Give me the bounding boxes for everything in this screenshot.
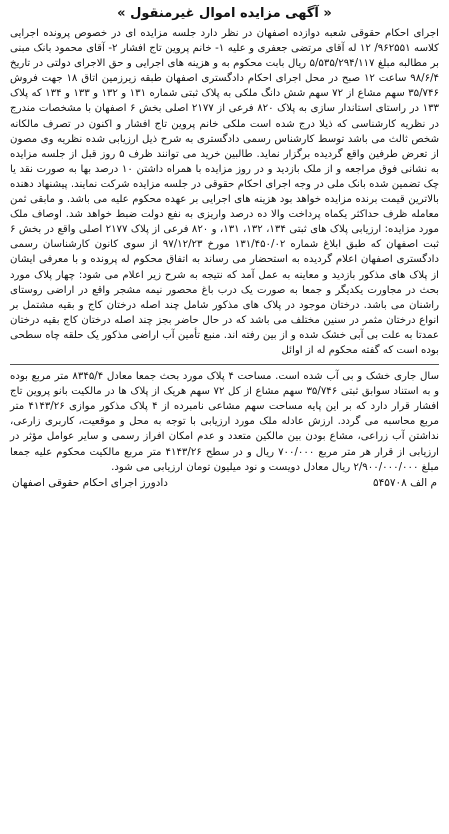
notice-signature: دادورز اجرای احکام حقوقی اصفهان	[12, 476, 168, 489]
notice-title: « آگهی مزایده اموال غیرمنقول »	[117, 6, 332, 21]
notice-reference-id: م الف ۵۴۵۷۰۸	[372, 476, 437, 489]
notice-paragraph-1: اجرای احکام حقوقی شعبه دوازده اصفهان در نظر دارد جلسه مزایده ای در خصوص پرونده اجرایی کلاسه ۹۶۲۵۵۱/ ۱۲ له آقای مرتضی جعفری و علیه ۱- خانم پروین تاج افشار ۲- آقای محمود بانک مبنی بر مطالبه مبلغ ۵/۵۳۵/۲۹۴/۱۱۷ ریال بابت محکوم به و هزینه های اجرایی و حق الاجرای دولتی در تاریخ ۹۸/۶/۴ ساعت ۱۲ صبح در محل اجرای احکام دادگستری اصفهان طبقه زیرزمین اتاق ۱۸ جهت فروش ۳۵/۷۴۶ سهم مشاع از ۷۲ سهم شش دانگ ملکی به پلاک ثبتی شماره ۱۳۱ و ۱۳۲ و ۱۳۳ و ۱۳۴ که پلاک ۱۳۳ در راستای استاندار سازی به پلاک ۸۲۰ فرعی از ۲۱۷۷ اصلی بخش ۶ اصفهان با مشخصات مندرج در نظریه کارشناسی که ذیلا درج شده است ملکی خانم پروین تاج افشار و اکنون در تصرف مالکانه شخص ثالث می باشد توسط کارشناس رسمی دادگستری به شرح ذیل ارزیابی شده نظریه وی مصون از تعرض طرفین واقع گردیده برگزار نماید. طالبین خرید می توانند ظرف ۵ روز قبل از جلسه مزایده به نشانی فوق مراجعه و از ملک بازدید و در روز مزایده با همراه داشتن ۱۰ درصد بها به صورت نقد یا چک تضمین شده بانک ملی در وجه اجرای احکام حقوقی در جلسه مزایده شرکت نمایند. پیشنهاد دهنده بالاترین قیمت برنده مزایده خواهد بود هزینه های اجرایی بر عهده محکوم علیه می باشد. و مابقی ثمن معامله ظرف حداکثر یکماه پرداخت والا ده درصد واریزی به نفع دولت ضبط خواهد شد. اوصاف ملک مورد مزایده: ارزیابی پلاک های ثبتی ۱۳۴، ۱۳۲، ۱۳۱، و ۸۲۰ فرعی از پلاک ۲۱۷۷ اصلی واقع در بخش ۶ ثبت اصفهان که طبق ابلاغ شماره ۱۳۱/۴۵۰/۰۲ مورخ ۹۷/۱۲/۲۳ از سوی کانون کارشناسان رسمی دادگستری اصفهان اعلام گردیده به استحضار می رساند به اتفاق محکوم له پرونده و با معرفی ایشان از پلاک های مذکور بازدید و معاینه به عمل آمد که نتیجه به شرح زیر اعلام می شود: چهار پلاک مورد بحث در مجاورت یکدیگر و جمعا به صورت یک درب باغ محصور نیمه مشجر واقع در اراضی روستای راشنان می باشد. درختان موجود در پلاک های مذکور شامل چند اصله درختان کاج و بقیه مشتمل بر انواع درختان مثمر در سنین مختلف می باشد که در حال حاضر بجز چند اصله درختان کاج بقیه درختان عمدتا به علت بی آبی خشک شده و از بین رفته اند. منبع تأمین آب اراضی مذکور یک حلقه چاه سطحی بوده است که گفته محکوم له از اوائل	[10, 28, 440, 356]
column-divider	[10, 364, 439, 365]
notice-footer	[10, 477, 439, 489]
notice-paragraph-2: سال جاری خشک و بی آب شده است. مساحت ۴ پلاک مورد بحث جمعا معادل ۸۳۴۵/۴ متر مربع بوده و به استناد سوابق ثبتی ۳۵/۷۴۶ سهم مشاع از کل ۷۲ سهم هریک از پلاک ها در مالکیت بانو پروین تاج افشار قرار دارد که بر این پایه مساحت سهم مشاعی نامبرده از ۴ پلاک مذکور موازی ۴۱۴۳/۲۶ متر مربع محاسبه می گردد. ارزش عادله ملک مورد ارزیابی با توجه به محل و موقعیت، کاربری زارعی، نداشتن آب زراعی، مشاع بودن بین مالکین متعدد و عدم امکان افراز رسمی و سایر عوامل مؤثر در ارزیابی از قرار هر متر مربع ۷۰۰/۰۰۰ ریال و در سطح ۴۱۴۳/۲۶ متر مربع مالکیت محکوم علیه جمعا مبلغ ۲/۹۰۰/۰۰۰/۰۰۰ ریال معادل دویست و نود میلیون تومان ارزیابی می شود.	[10, 371, 439, 473]
